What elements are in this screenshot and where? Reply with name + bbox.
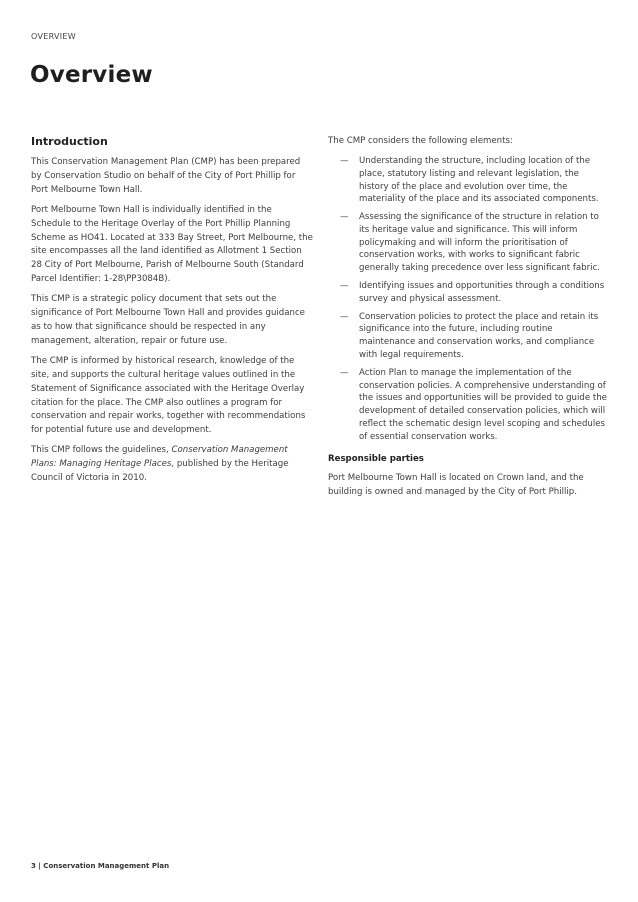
dash-bullet-icon: — <box>340 155 349 166</box>
guidelines-prefix: This CMP follows the guidelines, <box>31 445 172 456</box>
left-column <box>31 135 313 492</box>
list-item <box>328 367 610 444</box>
list-item-text: Understanding the structure, including location of the place, statutory listing and relevant legislation, the history of the place and evolution over time, the materiality of the place and its associated components. <box>359 155 599 205</box>
dash-bullet-icon: — <box>340 212 349 223</box>
dash-bullet-icon: — <box>340 367 349 378</box>
right-column <box>328 135 610 505</box>
intro-paragraph-4: The CMP is informed by historical research, knowledge of the site, and supports the cultural heritage values outlined in the Statement of Significance associated with the Heritage Overlay citation for the place. The CMP also outlines a program for conservation and repair works, together with recommendations for potential future use and development. <box>31 355 306 436</box>
intro-paragraph-1: This Conservation Management Plan (CMP) has been prepared by Conservation Studio on behalf of the City of Port Phillip for Port Melbourne Town Hall. <box>31 157 301 195</box>
list-item <box>328 311 610 362</box>
list-item-text: Conservation policies to protect the place and retain its significance into the future, including routine maintenance and conservation works, and compliance with legal requirements. <box>359 311 599 361</box>
responsible-parties-heading: Responsible parties <box>328 453 424 464</box>
responsible-parties-text: Port Melbourne Town Hall is located on Crown land, and the building is owned and managed by the City of Port Phillip. <box>328 472 584 497</box>
list-item-text: Identifying issues and opportunities through a conditions survey and physical assessment. <box>359 281 605 304</box>
page-footer: 3 | Conservation Management Plan <box>31 862 170 870</box>
list-item <box>328 155 610 206</box>
list-item-text: Assessing the significance of the structure in relation to its heritage value and significance. This will inform policymaking and will inform the prioritisation of conservation works, with works to significant fabric generally taking precedence over less significant fabric. <box>359 212 601 274</box>
intro-paragraph-3: This CMP is a strategic policy document that sets out the significance of Port Melbourne Town Hall and provides guidance as to how that significance should be respected in any management, alteration, repair or future use. <box>31 294 305 346</box>
elements-lead: The CMP considers the following elements: <box>328 136 513 146</box>
running-head: OVERVIEW <box>31 32 77 41</box>
guidelines-title: Conservation Management Plans: Managing Heritage Places <box>31 445 288 470</box>
elements-list <box>328 155 610 444</box>
list-item-text: Action Plan to manage the implementation of the conservation policies. A comprehensive understanding of the issues and opportunities will be provided to guide the development of detailed conservation policies, which will reflect the schematic design level scoping and schedules of essential conservation works. <box>359 367 607 442</box>
list-item <box>328 280 610 306</box>
dash-bullet-icon: — <box>340 281 349 292</box>
dash-bullet-icon: — <box>340 311 349 322</box>
intro-paragraph-2: Port Melbourne Town Hall is individually identified in the Schedule to the Heritage Overlay of the Port Phillip Planning Scheme as HO41. Located at 333 Bay Street, Port Melbourne, the site encompasses all the land identified as Allotment 1 Section 28 City of Port Melbourne, Parish of Melbourne South (Standard Parcel Identifier: 1-28\PP3084B). <box>31 204 313 285</box>
page-title: Overview <box>30 62 153 88</box>
guidelines-suffix: , published by the Heritage Council of Victoria in 2010. <box>31 459 289 484</box>
list-item <box>328 211 610 275</box>
introduction-heading: Introduction <box>31 135 108 148</box>
guidelines-paragraph <box>31 444 313 486</box>
